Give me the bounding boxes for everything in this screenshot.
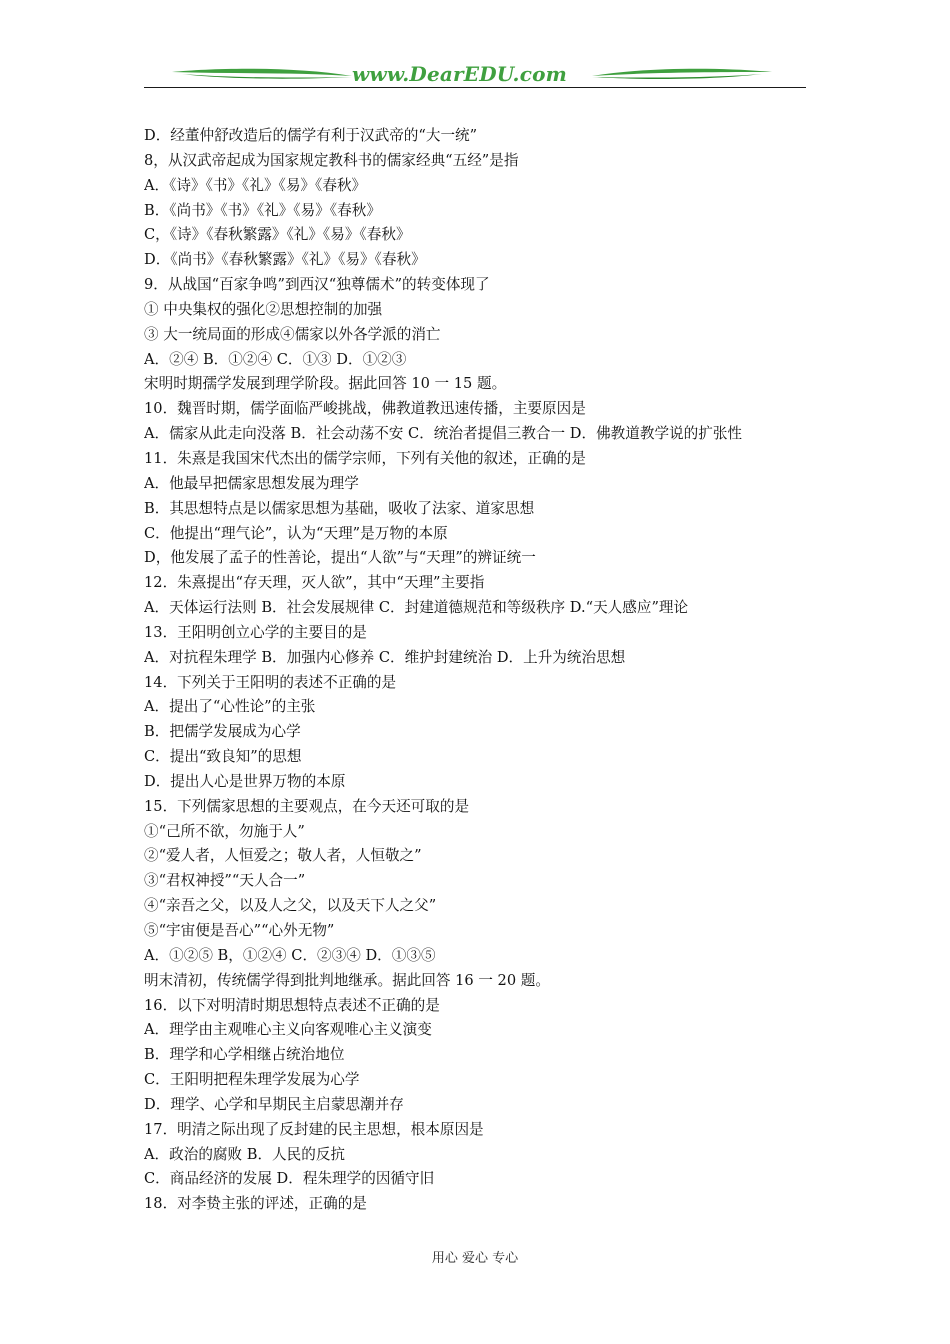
question-15: 15．下列儒家思想的主要观点，在今天还可取的是	[144, 797, 470, 815]
green-swoosh-left-icon	[172, 66, 352, 82]
option-line: D．《尚书》《春秋繁露》《礼》《易》《春秋》	[144, 251, 426, 269]
option-line: ②“爱人者，人恒爱之；敬人者，人恒敬之”	[144, 847, 422, 865]
option-line: A．①②⑤ B，①②④ C．②③④ D．①③⑤	[144, 946, 436, 964]
question-18: 18．对李贽主张的评述，正确的是	[144, 1195, 367, 1213]
option-line: ⑤“宇宙便是吾心”“心外无物”	[144, 922, 335, 939]
question-11: 11．朱熹是我国宋代杰出的儒学宗师，下列有关他的叙述，正确的是	[144, 449, 586, 467]
option-line: C．提出“致良知”的思想	[144, 748, 302, 766]
option-line: A．理学由主观唯心主义向客观唯心主义演变	[144, 1021, 432, 1039]
header-rule	[144, 87, 806, 88]
option-line: D．提出人心是世界万物的本原	[144, 772, 346, 790]
option-line: ④“亲吾之父，以及人之父，以及天下人之父”	[144, 897, 437, 915]
option-line: D．理学、心学和早期民主启蒙思潮并存	[144, 1095, 404, 1113]
option-line: ①“己所不欲，勿施于人”	[144, 822, 305, 840]
page-header	[144, 56, 806, 90]
question-16: 16．以下对明清时期思想特点表述不正确的是	[144, 996, 440, 1014]
option-line: C．他提出“理气论”，认为“天理”是万物的本原	[144, 524, 448, 542]
option-line: B．把儒学发展成为心学	[144, 723, 301, 741]
question-10: 10．魏晋时期，儒学面临严峻挑战，佛教道教迅速传播，主要原因是	[144, 400, 586, 418]
document-body	[144, 124, 816, 1217]
option-line: A．儒家从此走向没落 B．社会动荡不安 C．统治者提倡三教合一 D．佛教道教学说的扩张性	[144, 425, 743, 443]
option-line: A．他最早把儒家思想发展为理学	[144, 474, 359, 492]
question-14: 14．下列关于王阳明的表述不正确的是	[144, 673, 397, 691]
section-intro: 明末清初，传统儒学得到批判地继承。据此回答 16 一 20 题。	[144, 971, 550, 989]
option-line: A．《诗》《书》《礼》《易》《春秋》	[144, 176, 367, 194]
option-line: B．《尚书》《书》《礼》《易》《春秋》	[144, 201, 381, 219]
option-line: A．提出了“心性论”的主张	[144, 698, 316, 716]
option-line: C，《诗》《春秋繁露》《礼》《易》《春秋》	[144, 226, 411, 244]
option-line: ③“君权神授”“天人合一”	[144, 872, 306, 890]
green-swoosh-right-icon	[592, 66, 772, 82]
option-line: A．对抗程朱理学 B．加强内心修养 C．维护封建统治 D．上升为统治思想	[144, 648, 626, 666]
option-line: C．王阳明把程朱理学发展为心学	[144, 1071, 360, 1089]
option-line: B．理学和心学相继占统治地位	[144, 1046, 345, 1064]
text-line: D．经董仲舒改造后的儒学有利于汉武帝的“大一统”	[144, 127, 478, 144]
option-line: D，他发展了孟子的性善论，提出“人欲”与“天理”的辨证统一	[144, 549, 536, 567]
question-13: 13．王阳明创立心学的主要目的是	[144, 623, 367, 641]
page-footer: 用心 爱心 专心	[431, 1251, 519, 1266]
question-9: 9．从战国“百家争鸣”到西汉“独尊儒术”的转变体现了	[144, 276, 490, 294]
option-line: A．天体运行法则 B．社会发展规律 C．封建道德规范和等级秩序 D.“天人感应”理论	[144, 599, 689, 617]
question-12: 12．朱熹提出“存天理，灭人欲”，其中“天理”主要指	[144, 574, 485, 592]
option-line: C．商品经济的发展 D．程朱理学的因循守旧	[144, 1170, 435, 1188]
question-8: 8，从汉武帝起成为国家规定教科书的儒家经典“五经”是指	[144, 151, 519, 169]
option-line: A．②④ B．①②④ C．①③ D．①②③	[144, 350, 407, 368]
option-line: B．其思想特点是以儒家思想为基础，吸收了法家、道家思想	[144, 499, 535, 517]
site-logo-text[interactable]: www.DearEDU.com	[352, 62, 568, 86]
option-line: ③ 大一统局面的形成④儒家以外各学派的消亡	[144, 325, 441, 343]
option-line: ① 中央集权的强化②思想控制的加强	[144, 300, 383, 318]
question-17: 17．明清之际出现了反封建的民主思想，根本原因是	[144, 1120, 484, 1138]
section-intro: 宋明时期孺学发展到理学阶段。据此回答 10 一 15 题。	[144, 375, 507, 393]
option-line: A．政治的腐败 B．人民的反抗	[144, 1145, 346, 1163]
